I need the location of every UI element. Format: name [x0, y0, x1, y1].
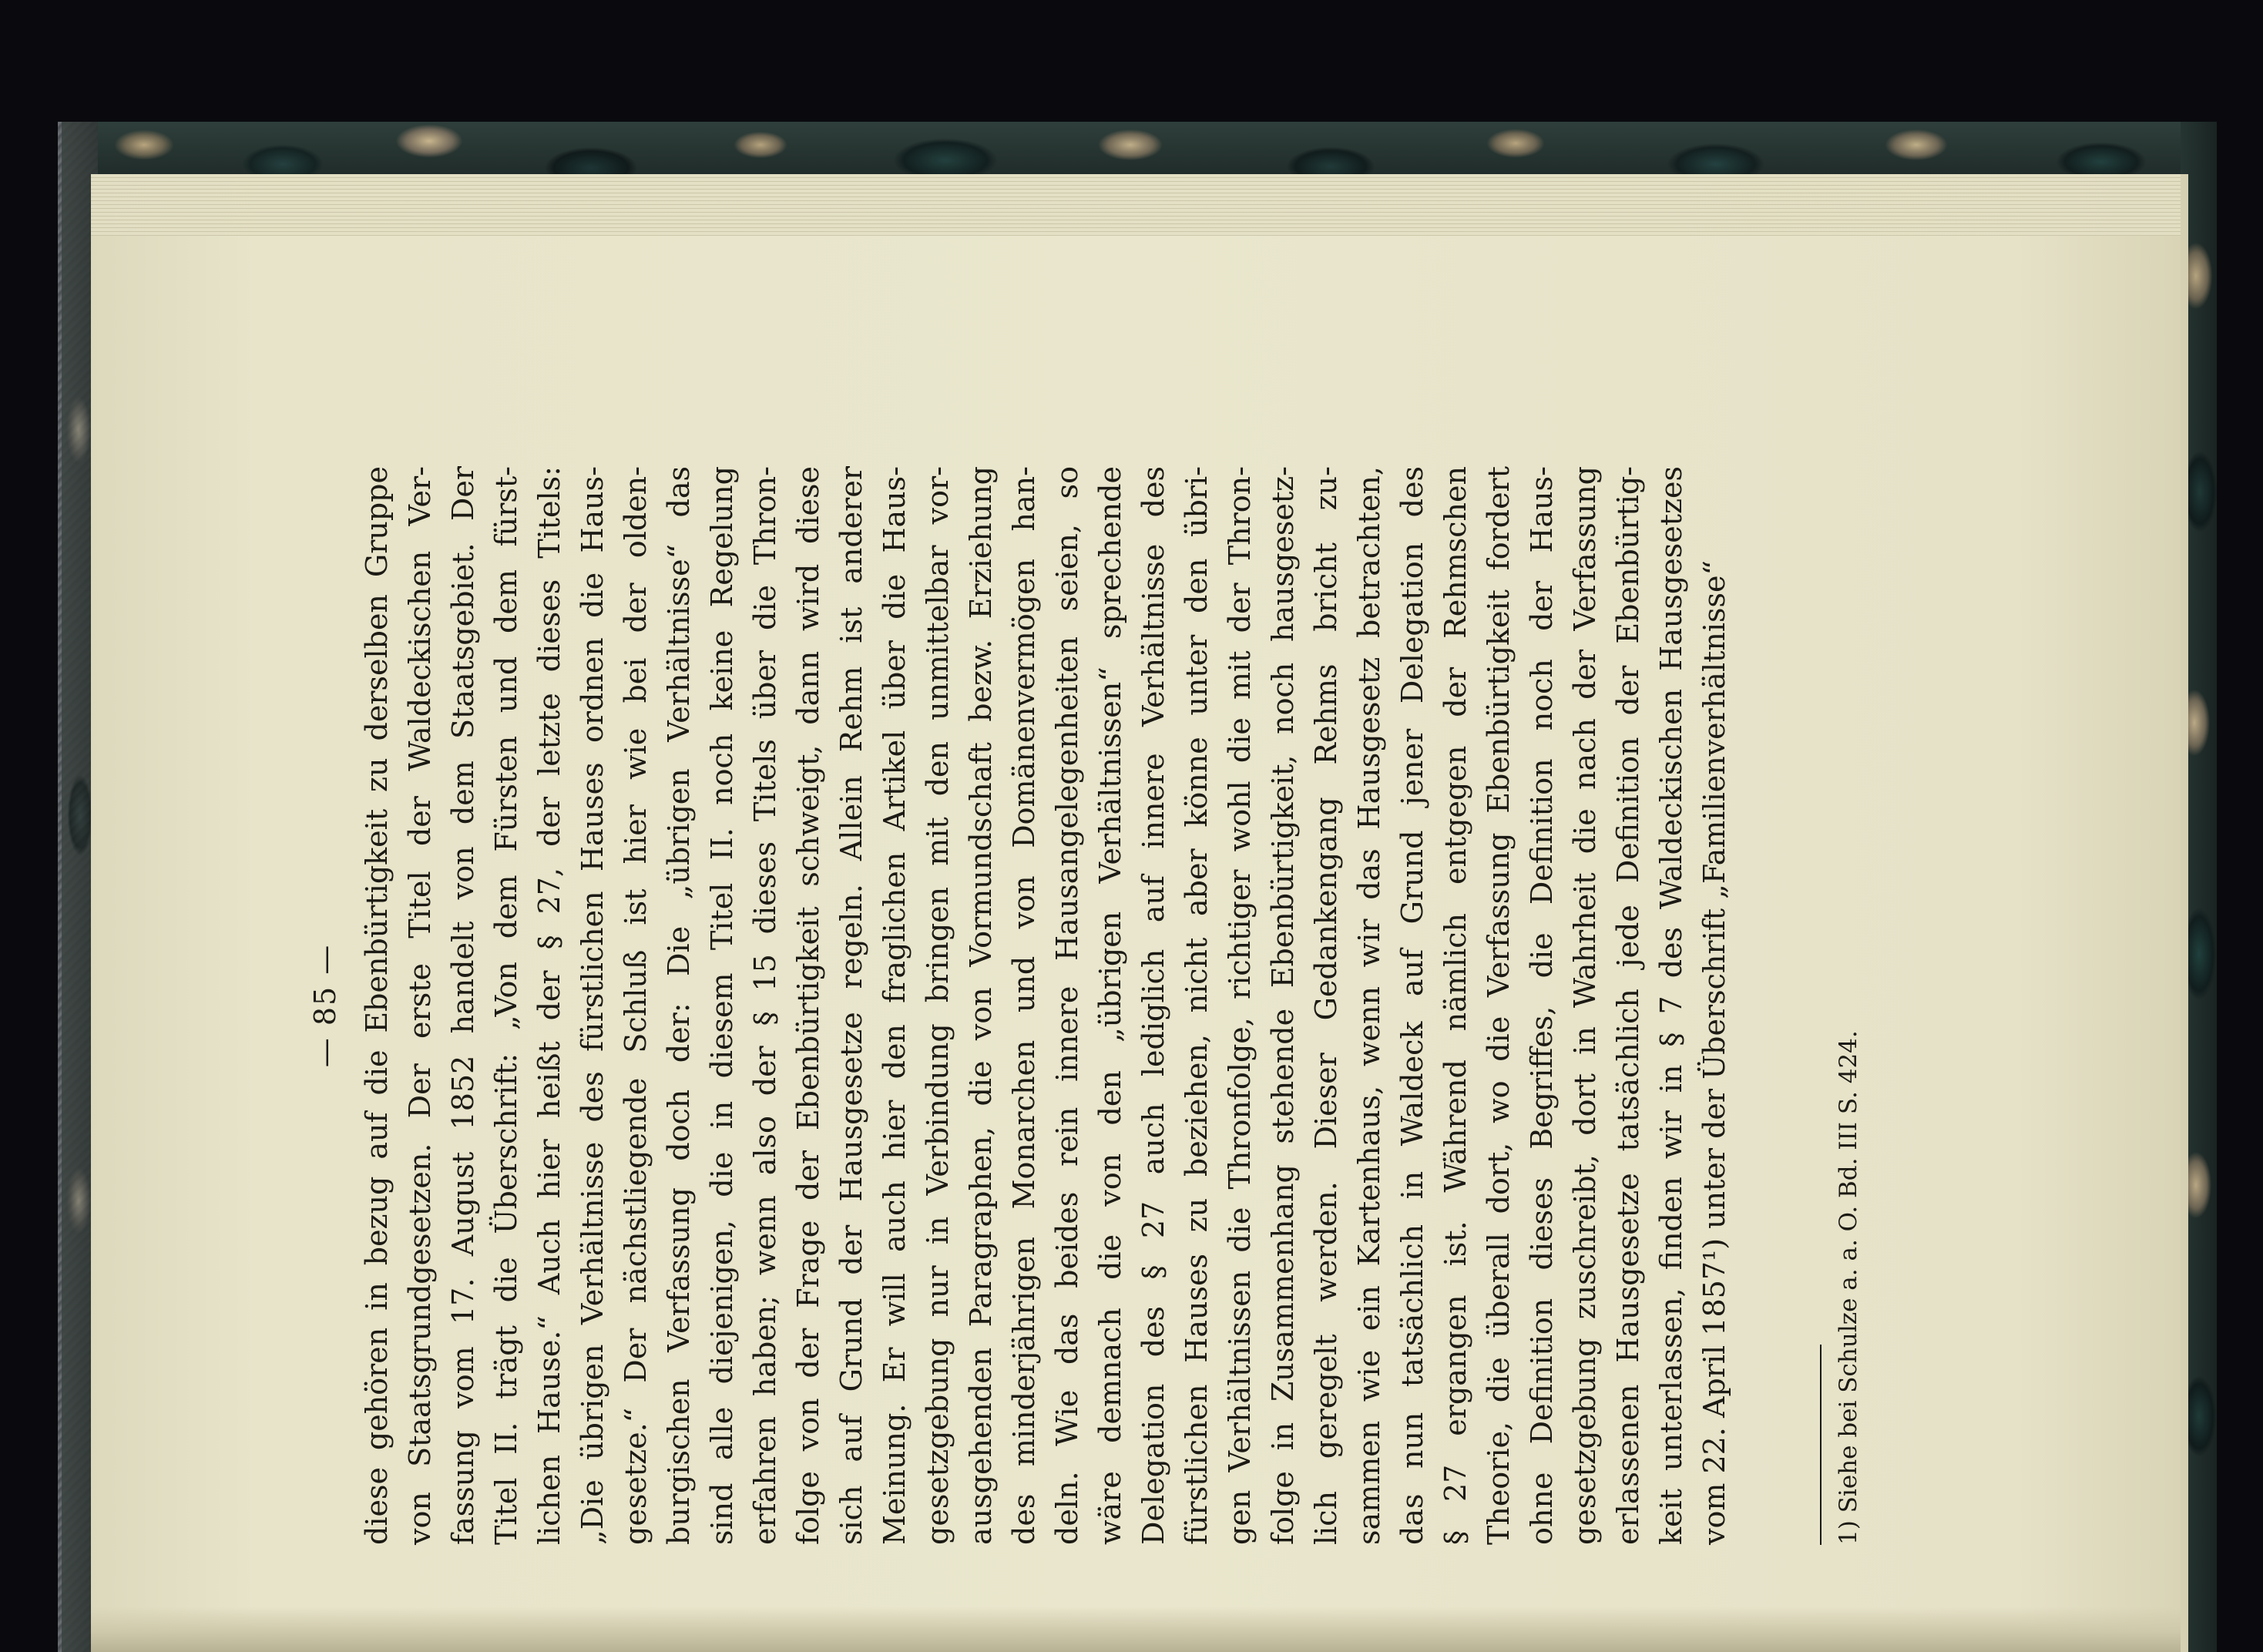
text-line: Delegation des § 27 auch lediglich auf innere Verhältnisse des	[1137, 466, 1170, 1545]
text-line: ohne Definition dieses Begriffes, die Definition noch der Haus-	[1525, 466, 1559, 1545]
text-line: deln. Wie das beides rein innere Hausangelegenheiten seien, so	[1050, 466, 1084, 1545]
text-line: gesetzgebung nur in Verbindung bringen mit den unmittelbar vor-	[921, 466, 955, 1545]
text-line: das nun tatsächlich in Waldeck auf Grund jener Delegation des	[1395, 466, 1429, 1545]
text-line: fassung vom 17. August 1852 handelt von dem Staatsgebiet. Der	[446, 466, 480, 1545]
body-text	[355, 466, 1736, 1545]
text-line: sich auf Grund der Hausgesetze regeln. Allein Rehm ist anderer	[834, 466, 868, 1545]
text-line: § 27 ergangen ist. Während nämlich entgegen der Rehmschen	[1439, 466, 1472, 1545]
text-line: Theorie, die überall dort, wo die Verfassung Ebenbürtigkeit fordert	[1482, 466, 1516, 1545]
text-line: Titel II. trägt die Überschrift: „Von dem Fürsten und dem fürst-	[489, 466, 523, 1545]
text-line: ausgehenden Paragraphen, die von Vormundschaft bezw. Erziehung	[964, 466, 998, 1545]
text-line: lich geregelt werden. Dieser Gedankengang Rehms bricht zu-	[1309, 466, 1343, 1545]
text-line: von Staatsgrundgesetzen. Der erste Titel der Waldeckischen Ver-	[403, 466, 437, 1545]
text-line: „Die übrigen Verhältnisse des fürstlichen Hauses ordnen die Haus-	[576, 466, 609, 1545]
text-line: wäre demnach die von den „übrigen Verhältnissen“ sprechende	[1093, 466, 1127, 1545]
text-line: gesetze.“ Der nächstliegende Schluß ist hier wie bei der olden-	[619, 466, 653, 1545]
text-line: lichen Hause.“ Auch hier heißt der § 27, der letzte dieses Titels:	[532, 466, 566, 1545]
text-line: keit unterlassen, finden wir in § 7 des Waldeckischen Hausgesetzes	[1654, 466, 1688, 1545]
footnote-rule	[1820, 1345, 1821, 1545]
text-line: burgischen Verfassung doch der: Die „übrigen Verhältnisse“ das	[662, 466, 696, 1545]
text-line: folge in Zusammenhang stehende Ebenbürtigkeit, noch hausgesetz-	[1266, 466, 1300, 1545]
text-line: sind alle diejenigen, die in diesem Titel II. noch keine Regelung	[705, 466, 739, 1545]
text-line: folge von der Frage der Ebenbürtigkeit schweigt, dann wird diese	[791, 466, 825, 1545]
text-line: erfahren haben; wenn also der § 15 dieses Titels über die Thron-	[748, 466, 782, 1545]
footnote: 1) Siehe bei Schulze a. a. O. Bd. III S. 424.	[1835, 1030, 1862, 1545]
text-line: erlassenen Hausgesetze tatsächlich jede Definition der Ebenbürtig-	[1611, 466, 1645, 1545]
text-line: Meinung. Er will auch hier den fraglichen Artikel über die Haus-	[878, 466, 912, 1545]
text-line: fürstlichen Hauses zu beziehen, nicht aber könne unter den übri-	[1180, 466, 1214, 1545]
text-line: sammen wie ein Kartenhaus, wenn wir das Hausgesetz betrachten,	[1352, 466, 1386, 1545]
page-edges	[91, 174, 2181, 236]
text-line: gesetzgebung zuschreibt, dort in Wahrheit die nach der Verfassung	[1568, 466, 1602, 1545]
page-gutter	[91, 1607, 2181, 1652]
text-line: des minderjährigen Monarchen und von Domänenvermögen han-	[1007, 466, 1041, 1545]
text-line: gen Verhältnissen die Thronfolge, richtiger wohl die mit der Thron-	[1223, 466, 1257, 1545]
text-line: vom 22. April 1857¹) unter der Überschrift „Familienverhältnisse“	[1697, 560, 1731, 1545]
page-number-header: — 85 —	[308, 943, 342, 1068]
text-line: diese gehören in bezug auf die Ebenbürtigkeit zu derselben Gruppe	[360, 466, 394, 1545]
